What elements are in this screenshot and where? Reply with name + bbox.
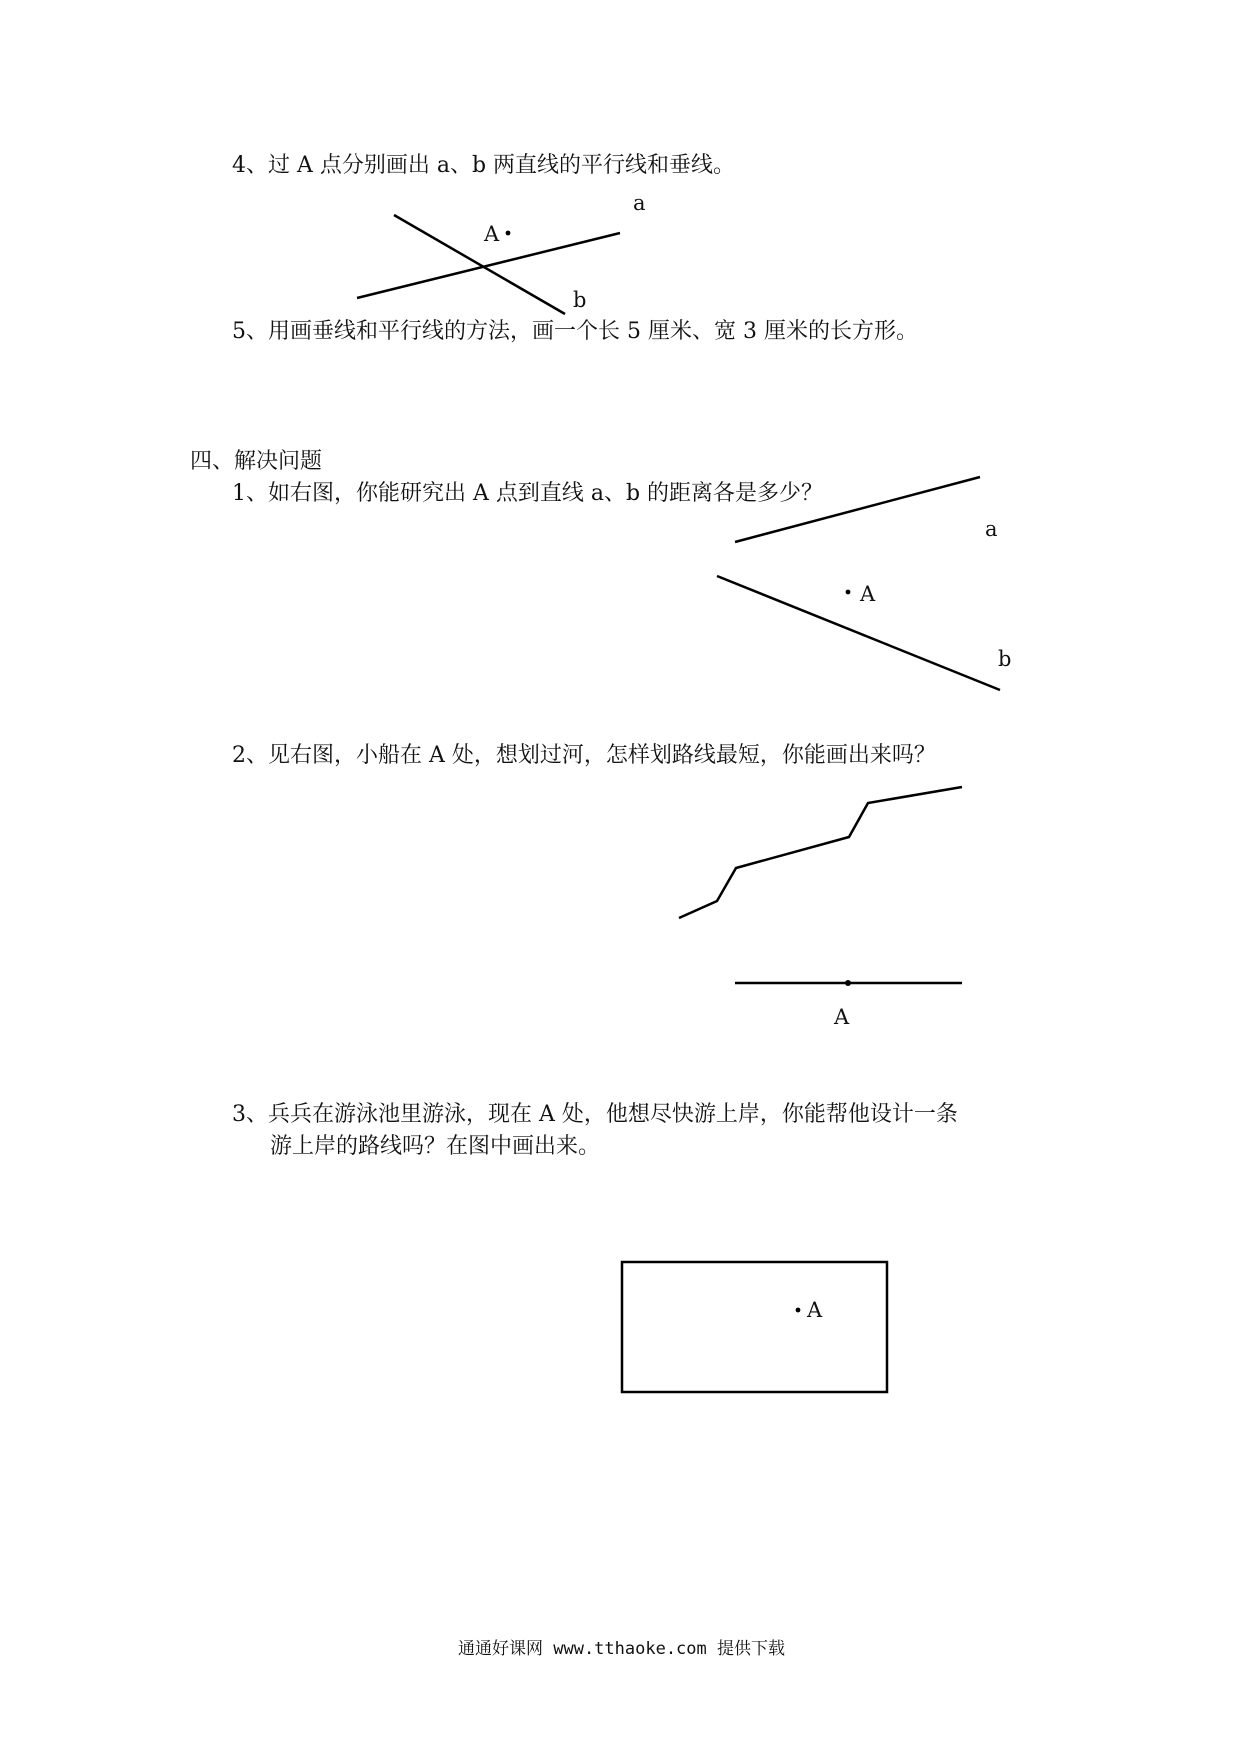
p1-line-a (735, 477, 980, 542)
p3-point-a (796, 1308, 801, 1313)
p1-figure (717, 477, 1000, 690)
p2-label-point-a: A (834, 1005, 850, 1029)
p1-point-a (846, 590, 851, 595)
q4-label-a: a (633, 191, 646, 215)
p3-text-line1: 3、兵兵在游泳池里游泳，现在 A 处，他想尽快游上岸，你能帮他设计一条 (232, 1102, 958, 1127)
section-heading: 四、解决问题 (190, 449, 323, 474)
p3-pool-rect (622, 1262, 887, 1392)
q4-text: 4、过 A 点分别画出 a、b 两直线的平行线和垂线。 (232, 153, 736, 178)
p1-text: 1、如右图，你能研究出 A 点到直线 a、b 的距离各是多少？ (232, 481, 824, 506)
p1-line-b (717, 576, 1000, 690)
q4-line-a (357, 233, 620, 298)
p2-point-a (845, 980, 851, 986)
q5-text: 5、用画垂线和平行线的方法，画一个长 5 厘米、宽 3 厘米的长方形。 (232, 319, 918, 344)
q4-label-point-a: A (484, 222, 500, 246)
p1-label-a: a (985, 517, 998, 541)
q4-label-b: b (573, 288, 587, 312)
p1-label-b: b (998, 647, 1012, 671)
p3-figure (622, 1262, 887, 1392)
q4-point-a (506, 231, 511, 236)
p1-label-point-a: A (860, 582, 876, 606)
footer-text: 通通好课网 www.tthaoke.com 提供下载 (458, 1639, 785, 1659)
q4-figure (357, 215, 620, 314)
q4-line-b (394, 215, 565, 314)
p2-text: 2、见右图，小船在 A 处，想划过河，怎样划路线最短，你能画出来吗？ (232, 743, 936, 768)
p3-text-line2: 游上岸的路线吗？在图中画出来。 (270, 1134, 601, 1159)
p2-figure (679, 787, 962, 986)
p2-far-bank (679, 787, 962, 918)
p3-label-point-a: A (807, 1298, 823, 1322)
